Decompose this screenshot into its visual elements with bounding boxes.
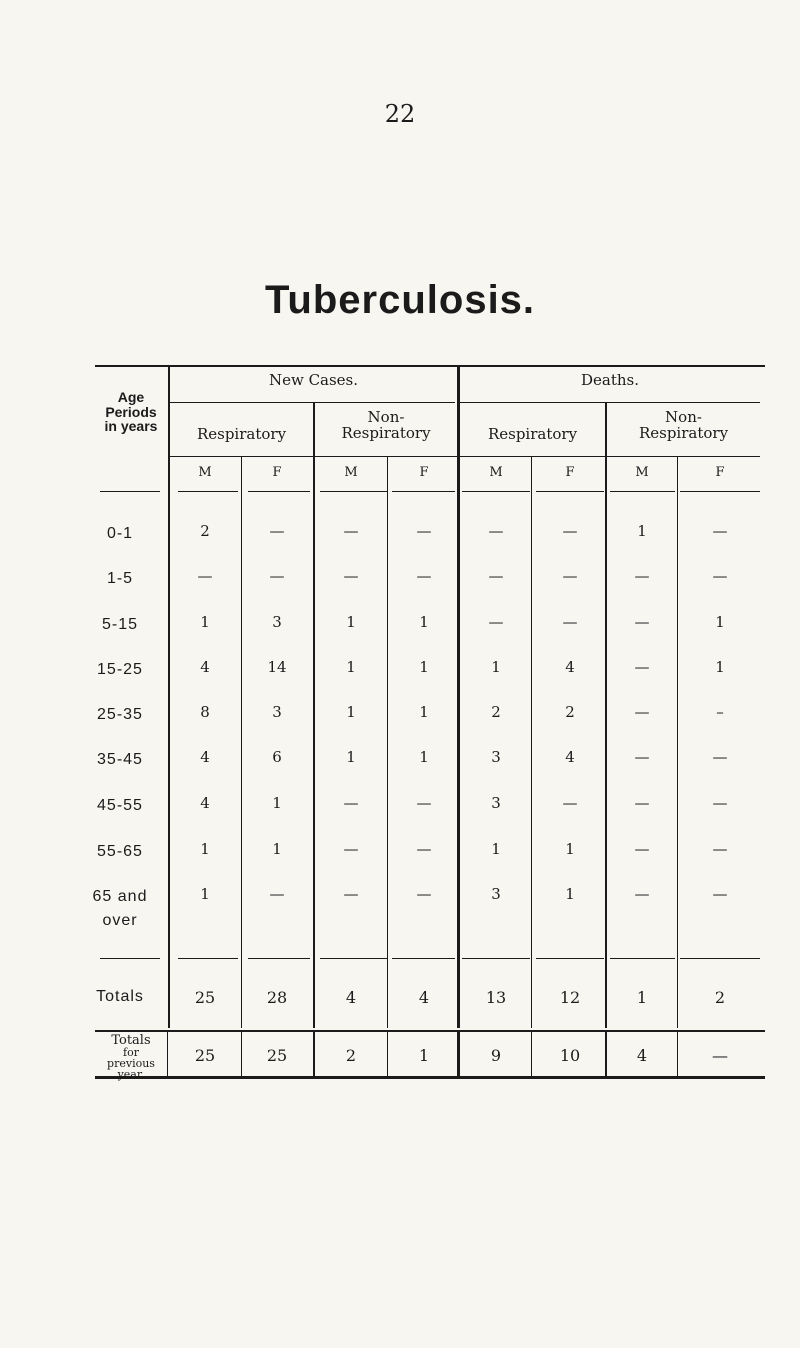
age-period-label: 25-35 [97,706,143,723]
age-header [95,390,167,434]
header-bottom-rule-7 [610,491,675,492]
table-cell: – [716,703,724,721]
prev-vrule-2 [241,1032,242,1076]
prev-vrule-age [167,1032,168,1076]
page-title: Tuberculosis. [264,278,536,322]
previous-year-cell: 25 [194,1046,216,1065]
deaths-header: Deaths. [580,371,639,389]
previous-year-label-line-2: for [123,1046,139,1059]
age-header-line-1: Age [117,389,145,405]
table-cell: — [343,840,359,858]
table-cell: 1 [715,658,725,676]
table-cell: 1 [346,703,356,721]
table-cell: — [712,748,728,766]
table-cell: 1 [637,522,647,540]
table-cell: — [343,567,359,585]
table-cell: 2 [200,522,210,540]
table-cell: — [634,885,650,903]
vrule-col-2 [241,457,242,1028]
vrule-col-4 [387,457,388,1028]
deaths-non-respiratory-line-2: Respiratory [638,423,729,442]
age-period-label: 45-55 [97,797,143,814]
previous-year-cell: 9 [490,1046,502,1065]
table-cell: 2 [565,703,575,721]
totals-cell: 4 [418,988,430,1007]
new-non-respiratory-line-1: Non- [367,408,405,426]
table-cell: 1 [419,703,429,721]
vrule-col-6 [531,457,532,1028]
table-cell: — [416,885,432,903]
before-totals-rule-3 [320,958,388,959]
page-number: 22 [384,100,416,128]
previous-year-cell: — [712,1046,728,1065]
age-header-line-2: Periods [105,403,157,420]
before-totals-rule-age [100,958,160,959]
sex-header-5: M [489,465,503,480]
table-cell: — [712,522,728,540]
vrule-new-nonresp [313,403,315,1028]
sex-header-2: F [272,465,282,480]
table-cell: 1 [272,840,282,858]
table-cell: — [712,794,728,812]
header-bottom-rule-8 [680,491,760,492]
table-cell: 1 [419,658,429,676]
table-cell: 4 [200,748,210,766]
vrule-col-8 [677,457,678,1028]
table-cell: 14 [267,658,287,676]
previous-year-label-line-1: Totals [111,1033,151,1048]
header-bottom-rule-2 [248,491,310,492]
table-cell: 1 [272,794,282,812]
table-cell: 3 [491,748,501,766]
table-cell: — [416,567,432,585]
table-cell: — [488,567,504,585]
totals-cell: 25 [194,988,216,1007]
deaths-respiratory-header: Respiratory [487,425,578,443]
totals-cell: 2 [714,988,726,1007]
table-cell: 1 [346,748,356,766]
previous-year-cell: 2 [345,1046,357,1065]
table-cell: 4 [200,794,210,812]
new-respiratory-header: Respiratory [196,425,287,443]
header-bottom-rule-1 [178,491,238,492]
prev-vrule-5 [457,1032,460,1076]
age-period-label: 5-15 [101,616,139,633]
deaths-rule [460,402,760,403]
table-cell: 1 [715,613,725,631]
table-cell: 1 [565,840,575,858]
prev-vrule-7 [605,1032,607,1076]
totals-cell: 1 [636,988,648,1007]
table-cell: 3 [272,703,282,721]
table-bottom-rule [95,1076,765,1079]
before-totals-rule-4 [392,958,455,959]
sex-header-1: M [198,465,212,480]
table-cell: — [562,567,578,585]
table-cell: — [343,522,359,540]
before-totals-rule-2 [248,958,310,959]
new-non-respiratory-header [315,410,457,442]
table-cell: — [634,613,650,631]
previous-year-cell: 25 [266,1046,288,1065]
table-cell: — [343,794,359,812]
table-cell: — [269,885,285,903]
previous-year-cell: 4 [636,1046,648,1065]
table-cell: 2 [491,703,501,721]
previous-year-label-line-4: year. [117,1068,145,1081]
table-cell: 3 [272,613,282,631]
table-cell: — [634,567,650,585]
table-cell: — [712,840,728,858]
age-header-rule [100,491,160,492]
header-bottom-rule-6 [536,491,604,492]
new-non-respiratory-line-2: Respiratory [341,423,431,442]
table-cell: 1 [200,840,210,858]
table-cell: 1 [419,748,429,766]
previous-year-cell: 10 [559,1046,581,1065]
age-period-label-line-2: over [102,912,138,929]
table-cell: 4 [200,658,210,676]
table-cell: 4 [565,658,575,676]
table-cell: — [634,794,650,812]
table-cell: 6 [272,748,282,766]
table-cell: 1 [491,840,501,858]
table-top-rule [95,365,765,367]
totals-cell: 28 [266,988,288,1007]
totals-cell: 13 [485,988,507,1007]
prev-vrule-3 [313,1032,315,1076]
totals-rule [95,1030,765,1032]
table-cell: 3 [491,794,501,812]
previous-year-label [96,1034,166,1080]
table-cell: — [562,613,578,631]
before-totals-rule-6 [536,958,604,959]
table-cell: — [416,522,432,540]
before-totals-rule-1 [178,958,238,959]
age-period-label: 35-45 [97,751,143,768]
age-period-label: 15-25 [97,661,143,678]
totals-cell: 4 [345,988,357,1007]
before-totals-rule-8 [680,958,760,959]
vrule-deaths-nonresp [605,403,607,1028]
table-cell: — [488,613,504,631]
sex-header-3: M [344,465,358,480]
header-bottom-rule-4 [392,491,455,492]
prev-vrule-6 [531,1032,532,1076]
sex-header-8: F [715,465,725,480]
table-cell: — [634,840,650,858]
table-cell: — [634,658,650,676]
table-cell: — [634,748,650,766]
before-totals-rule-7 [610,958,675,959]
table-cell: 1 [346,658,356,676]
table-cell: — [197,567,213,585]
prev-vrule-8 [677,1032,678,1076]
prev-vrule-4 [387,1032,388,1076]
header-bottom-rule-5 [462,491,530,492]
table-cell: — [269,567,285,585]
table-cell: 1 [200,613,210,631]
table-cell: — [562,794,578,812]
table-cell: 1 [419,613,429,631]
table-cell: — [634,703,650,721]
deaths-non-respiratory-line-1: Non- [665,408,702,426]
sex-header-6: F [565,465,575,480]
table-cell: 1 [346,613,356,631]
table-cell: — [488,522,504,540]
table-cell: 1 [200,885,210,903]
vrule-new-deaths [457,367,460,1028]
table-cell: — [343,885,359,903]
table-cell: — [562,522,578,540]
sex-header-7: M [635,465,649,480]
previous-year-cell: 1 [418,1046,430,1065]
totals-cell: 12 [559,988,581,1007]
age-period-label: 1-5 [106,570,134,587]
table-cell: — [416,794,432,812]
table-cell: — [712,567,728,585]
deaths-non-respiratory-header [607,410,760,442]
age-header-line-3: in years [104,418,158,435]
age-period-label: 0-1 [106,525,134,542]
previous-year-label-line-3: previous [107,1057,155,1070]
age-period-label: 55-65 [97,843,143,860]
header-bottom-rule-3 [320,491,388,492]
table-cell: — [269,522,285,540]
table-cell: 8 [200,703,210,721]
table-cell: 1 [565,885,575,903]
table-cell: — [416,840,432,858]
totals-label: Totals [96,988,144,1005]
age-period-label: 65 and over [70,885,170,933]
table-cell: 4 [565,748,575,766]
table-cell: 3 [491,885,501,903]
sub-header-rule [170,456,760,457]
table-cell: — [712,885,728,903]
new-cases-header: New Cases. [268,371,359,389]
before-totals-rule-5 [462,958,530,959]
sex-header-4: F [419,465,429,480]
table-cell: 1 [491,658,501,676]
